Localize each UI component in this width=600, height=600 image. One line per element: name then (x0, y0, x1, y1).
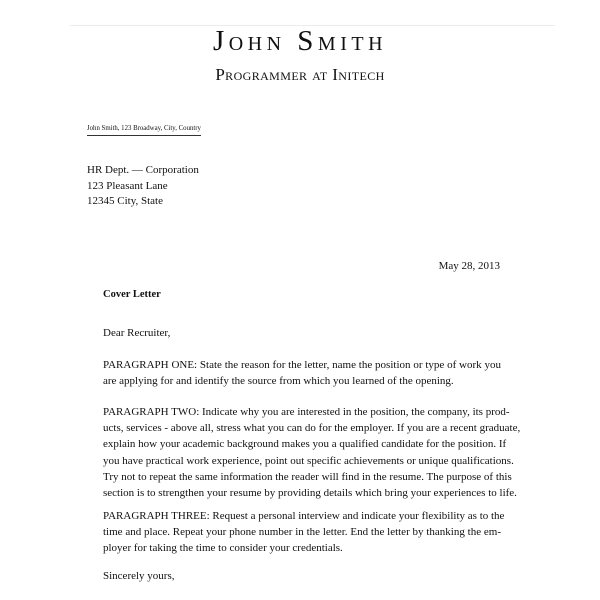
paragraph-line: Try not to repeat the same information the reader will find in the resume. The purpose of this (103, 470, 512, 483)
recipient-line: 123 Pleasant Lane (87, 179, 168, 192)
paragraph-line: ployer for taking the time to consider your credentials. (103, 542, 343, 555)
letterhead-name: John Smith (212, 25, 388, 57)
closing: Sincerely yours, (103, 570, 175, 582)
letter-date: May 28, 2013 (438, 260, 500, 272)
letter-subject: Cover Letter (103, 289, 161, 300)
paragraph-two (103, 404, 521, 501)
recipient-line: 12345 City, State (87, 195, 163, 207)
salutation: Dear Recruiter, (103, 327, 171, 339)
paragraph-line: ucts, services - above all, stress what you can do for the employer. If you are a recent graduate, (103, 422, 521, 435)
paragraph-line: time and place. Repeat your phone number in the letter. End the letter by thanking the em- (103, 526, 501, 539)
paragraph-one (103, 357, 501, 389)
recipient-line: HR Dept. — Corporation (87, 164, 199, 176)
letterhead-title: Programmer at Initech (215, 65, 385, 84)
paragraph-line: are applying for and identify the source from which you learned of the opening. (103, 375, 454, 388)
paragraph-line: PARAGRAPH TWO: Indicate why you are interested in the position, the company, its prod- (103, 406, 510, 418)
paragraph-three (103, 508, 505, 557)
recipient-address (87, 163, 199, 210)
paragraph-line: PARAGRAPH ONE: State the reason for the letter, name the position or type of work you (103, 359, 501, 371)
paragraph-line: section is to strengthen your resume by providing details which bring your experiences to life. (103, 487, 517, 500)
paragraph-line: explain how your academic background makes you a qualified candidate for the position. If (103, 438, 507, 451)
return-address: John Smith, 123 Broadway, City, Country (87, 125, 201, 136)
paragraph-line: PARAGRAPH THREE: Request a personal interview and indicate your flexibility as to the (103, 510, 505, 522)
paragraph-line: you have practical work experience, point out specific achievements or unique qualifications. (103, 454, 514, 467)
